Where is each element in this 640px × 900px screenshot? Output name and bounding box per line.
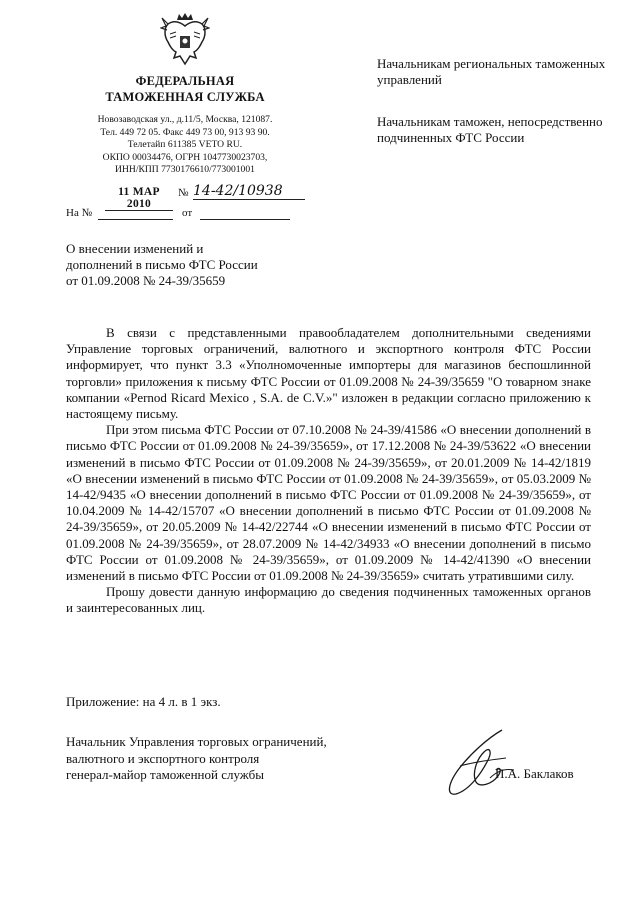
org-name-line2: ТАМОЖЕННАЯ СЛУЖБА <box>105 90 265 104</box>
subject-line2: дополнений в письмо ФТС России <box>66 256 258 272</box>
org-name-line1: ФЕДЕРАЛЬНАЯ <box>135 74 235 88</box>
signer-title <box>66 734 386 784</box>
organization-name <box>60 73 310 105</box>
letter-subject <box>66 241 336 288</box>
signer-title-line3: генерал-майор таможенной службы <box>66 767 264 782</box>
body-paragraph-1: В связи с представленными правообладателем дополнительными сведениями Управление торговых ограничений, валютного и экспортного контроля ФТС России информирует, что пункт 3.3 «Уполномоченные импортеры для магазинов беспошлинной торговли» приложения к письму ФТС России от 01.09.2008 № 24-39/35659 "О товарном знаке компании «Pernod Ricard Mexico , S.A. de C.V.»" изложен в редакции согласно приложению к настоящему письму. <box>66 325 591 422</box>
body-paragraph-2: При этом письма ФТС России от 07.10.2008 № 24-39/41586 «О внесении дополнений в письмо ФТС России от 01.09.2008 № 24-39/35659», от 17.12.2008 № 24-39/53622 «О внесении изменений в письмо ФТС России от 01.09.2008 № 24-39/35659», от 20.01.2009 № 14-42/1819 «О внесении изменений в письмо ФТС России от 01.09.2008 № 24-39/35659», от 05.03.2009 № 14-42/9435 «О внесении дополнений в письмо ФТС России от 01.09.2008 № 24-39/35659», от 10.04.2009 № 14-42/15707 «О внесении дополнений в письмо ФТС России от 01.09.2008 № 24-39/35659», от 20.05.2009 № 14-42/22744 «О внесении изменений в письмо ФТС России от 01.09.2008 № 24-39/35659», от 28.07.2009 № 14-42/34933 «О внесении дополнений в письмо ФТС России от 01.09.2008 № 24-39/35659», от 01.09.2009 № 14-42/41390 «О внесении изменений в письмо ФТС России от 01.09.2008 № 24-39/35659» считать утратившими силу. <box>66 422 591 584</box>
attachment-note: Приложение: на 4 л. в 1 экз. <box>66 694 221 709</box>
reference-line <box>66 207 306 223</box>
signer-title-line1: Начальник Управления торговых ограничений, <box>66 734 327 749</box>
phone-line: Тел. 449 72 05. Факс 449 73 00, 913 93 90. <box>100 126 270 138</box>
address-line: Новозаводская ул., д.11/5, Москва, 121087. <box>97 114 273 125</box>
organization-details <box>60 114 310 177</box>
codes-line: ОКПО 00034476, ОГРН 1047730023703, <box>102 151 268 163</box>
subject-line3: от 01.09.2008 № 24-39/35659 <box>66 272 226 288</box>
registration-date: 11 МАР 2010 <box>105 186 173 211</box>
inn-line: ИНН/КПП 7730176610/773001001 <box>115 164 255 176</box>
recipient-regional: Начальникам региональных таможенных управлений <box>377 56 606 87</box>
signer-name: П.А. Баклаков <box>495 766 574 781</box>
subject-line1: О внесении изменений и <box>66 241 204 256</box>
signer-title-line2: валютного и экспортного контроля <box>66 750 260 766</box>
telex-line: Телетайп 611385 VETO RU. <box>127 139 243 151</box>
registration-line <box>105 183 305 210</box>
letter-body <box>66 325 591 617</box>
handwritten-signature-icon <box>440 726 520 801</box>
coat-of-arms-icon <box>160 12 210 72</box>
reference-date-blank <box>200 219 290 220</box>
reference-number-blank <box>98 219 173 220</box>
reference-from-label: от <box>182 207 193 219</box>
registration-number: 14-42/10938 <box>193 183 305 200</box>
reference-label: На № <box>66 207 93 219</box>
body-paragraph-3: Прошу довести данную информацию до сведения подчиненных таможенных органов и заинтересованных лиц. <box>66 584 591 616</box>
recipient-customs: Начальникам таможен, непосредственно подчиненных ФТС России <box>377 114 603 145</box>
number-label: № <box>178 187 189 199</box>
recipients-block <box>377 56 617 172</box>
